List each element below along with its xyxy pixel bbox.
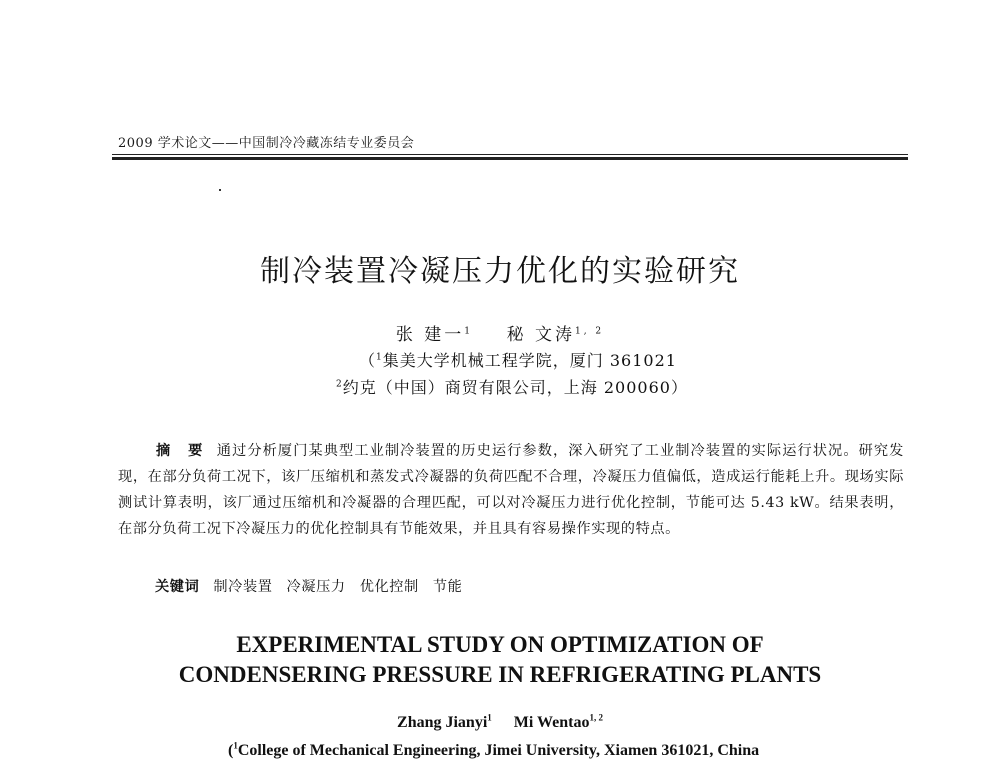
author2-name-en: Mi Wentao [513,714,590,731]
aff1-text-cn: 集美大学机械工程学院，厦门 361021 [382,351,677,370]
chinese-affiliation-1 [18,348,1000,371]
author2-name-cn: 秘 文涛 [506,325,575,345]
aff1-sup-cn: 1 [376,352,383,363]
header-rule-thin [112,154,908,155]
chinese-title: 制冷装置冷凝压力优化的实验研究 [260,254,740,289]
author1-sup-en: 1 [487,712,492,723]
english-title-line-2: CONDENSERING PRESSURE IN REFRIGERATING PLANTS [178,662,822,687]
running-header: 2009 学术论文——中国制冷冷藏冻结专业委员会 [118,136,415,151]
author1-name-cn: 张 建一 [395,325,465,345]
keyword-item: 优化控制 [359,579,419,595]
chinese-affiliation-2 [12,375,1000,398]
aff2-text-cn: 约克（中国）商贸有限公司，上海 200060） [342,378,688,397]
aff1-open-paren-en: ( [228,742,234,759]
chinese-authors [0,320,1000,345]
keyword-item: 节能 [432,579,463,595]
english-affiliation-1 [228,742,759,760]
author2-sup-en: 1, 2 [589,712,603,723]
chinese-abstract [118,438,904,542]
english-title [0,630,1000,690]
english-title-line-1: EXPERIMENTAL STUDY ON OPTIMIZATION OF [236,632,764,657]
keywords-label: 关键词 [155,579,200,595]
abstract-label: 摘 要 [156,443,209,459]
scan-speck [219,189,221,191]
author2-sup-cn: 1, 2 [574,326,605,337]
keyword-item: 制冷装置 [213,579,273,595]
abstract-text: 通过分析厦门某典型工业制冷装置的历史运行参数，深入研究了工业制冷装置的实际运行状况。研究发现，在部分负荷工况下，该厂压缩机和蒸发式冷凝器的负荷匹配不合理，冷凝压力值偏低，造成运行能耗上升。现场实际测试计算表明，该厂通过压缩机和冷凝器的合理匹配，可以对冷凝压力进行优化控制，节能可达 5.43 kW。结果表明，在部分负荷工况下冷凝压力的优化控制具有节能效果，并且具有容易操作实现的特点。 [118,443,904,537]
aff1-sup-en: 1 [233,740,238,751]
english-authors [0,714,1000,732]
chinese-keywords [155,576,476,596]
keyword-item: 冷凝压力 [286,579,346,595]
header-rule-thick [112,157,908,160]
aff1-text-en: College of Mechanical Engineering, Jimei University, Xiamen 361021, China [237,742,760,759]
author1-sup-cn: 1 [464,326,473,337]
aff2-sup-cn: 2 [336,379,343,390]
author1-name-en: Zhang Jianyi [397,714,488,731]
aff1-open-paren: （ [359,351,377,370]
